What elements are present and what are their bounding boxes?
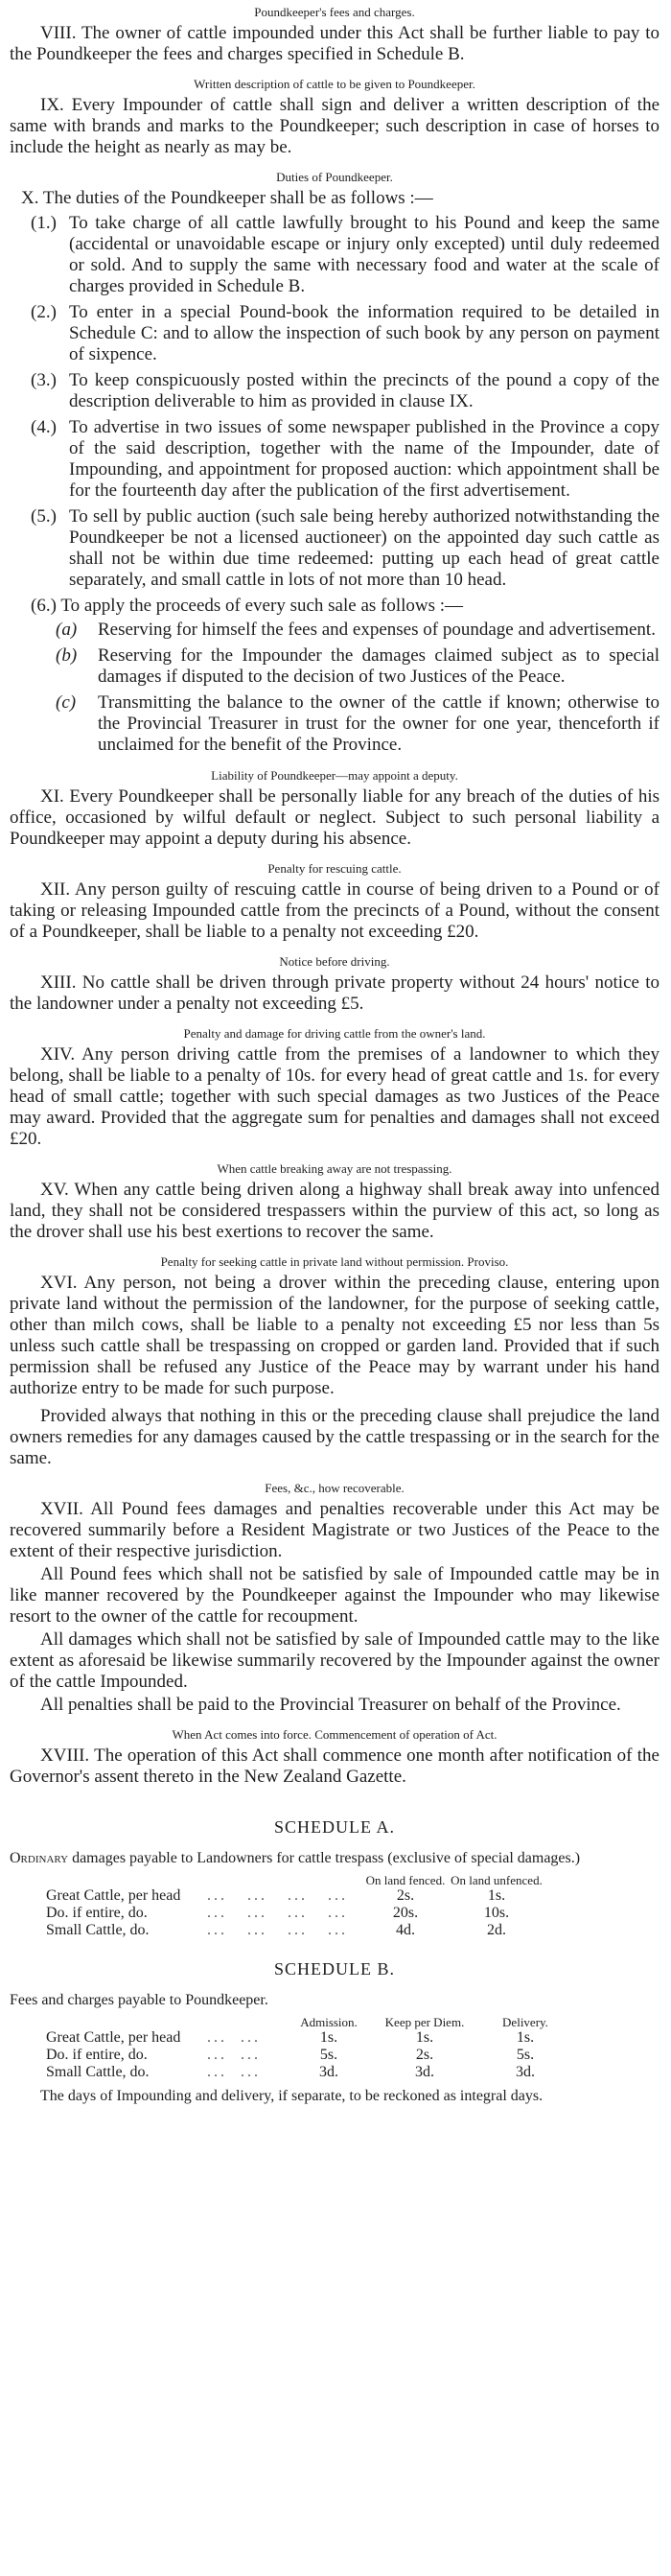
schedule-a-header-row xyxy=(46,1874,544,1887)
schedule-a-intro xyxy=(10,1849,659,1868)
subitem-text: Reserving for the Impounder the damages claimed subject as to special damages if disputed to the decision of two Justices of the Peace. xyxy=(98,645,659,687)
table-row xyxy=(46,1905,544,1922)
table-cell: 5s. xyxy=(516,2047,535,2063)
table-cell: 20s. xyxy=(392,1905,419,1921)
table-row xyxy=(46,2047,573,2064)
table-row xyxy=(46,1887,544,1905)
schedule-a-intro-text: damages payable to Landowners for cattle trespass (exclusive of special damages.) xyxy=(68,1850,581,1866)
clause-11: XI. Every Poundkeeper shall be personally liable for any breach of the duties of his office, occasioned by wilful default or neglect. Subject to such personal liability a Poundkeeper may appoint a deputy during his absence. xyxy=(10,786,659,849)
table-cell: 1s. xyxy=(516,2029,535,2046)
clause-10-item xyxy=(10,213,659,297)
row-label: Do. if entire, do. xyxy=(46,1905,148,1921)
table-cell: 2s. xyxy=(396,1887,415,1904)
row-label: Great Cattle, per head xyxy=(46,2029,181,2046)
clause-17-para: All penalties shall be paid to the Provincial Treasurer on behalf of the Province. xyxy=(40,1695,621,1715)
side-note: Poundkeeper's fees and charges. xyxy=(254,5,415,19)
schedule-b-footnote: The days of Impounding and delivery, if separate, to be reckoned as integral days. xyxy=(40,2088,544,2104)
subitem-text: Reserving for himself the fees and expenses of poundage and advertisement. xyxy=(98,620,656,640)
schedule-b-intro: Fees and charges payable to Poundkeeper. xyxy=(10,1992,268,2008)
schedule-b-title: SCHEDULE B. xyxy=(273,1959,395,1979)
clause-14: XIV. Any person driving cattle from the premises of a landowner to which they belong, shall be liable to a penalty of 10s. for every head of great cattle and 1s. for every head of small cattle; together with such special damages as two Justices of the Peace may award. Provided that the aggregate sum for penalties and damages shall not exceed £20. xyxy=(10,1044,659,1149)
table-cell: 1s. xyxy=(415,2029,434,2046)
side-note: Penalty and damage for driving cattle from the owner's land. xyxy=(183,1026,486,1041)
item-label: (6.) xyxy=(31,596,57,616)
clause-16-proviso: Provided always that nothing in this or the preceding clause shall prejudice the land owners remedies for any damages caused by the cattle trespassing or in the search for the same. xyxy=(10,1406,659,1468)
row-label: Small Cattle, do. xyxy=(46,1922,150,1938)
item-text: To sell by public auction (such sale being hereby authorized notwithstanding the Poundkeeper be not a licensed auctioneer) on the appointed day such cattle as shall not be within due time redeemed: putting up each head of great cattle separately, and small cattle in lots of not more than 10 head. xyxy=(69,506,659,590)
clause-18: XVIII. The operation of this Act shall commence one month after notification of the Governor's assent thereto in the New Zealand Gazette. xyxy=(10,1745,659,1787)
item-text: To advertise in two issues of some newspaper published in the Province a copy of the said description, together with the name of the Impounder, date of Impounding, and appointment for proposed auction: which appointment shall be for the fourteenth day after the publication of the first advertisement. xyxy=(69,417,659,501)
table-cell: 5s. xyxy=(319,2047,338,2063)
side-note: Penalty for rescuing cattle. xyxy=(267,861,402,876)
item-label: (4.) xyxy=(31,417,57,437)
side-note: When Act comes into force. Commencement of operation of Act. xyxy=(172,1727,497,1742)
side-note: Penalty for seeking cattle in private land without permission. Proviso. xyxy=(160,1254,509,1269)
schedule-a-table xyxy=(46,1874,544,1939)
clause-9: IX. Every Impounder of cattle shall sign and deliver a written description of the same with brands and marks to the Poundkeeper; such description in case of horses to include the height as nearly as may be. xyxy=(10,95,659,157)
clause-10-item xyxy=(10,370,659,412)
table-cell: 3d. xyxy=(516,2064,535,2080)
clause-16: XVI. Any person, not being a drover within the preceding clause, entering upon private land without the permission of the landowner, for the purpose of seeking cattle, other than milch cows, shall be liable to a penalty not exceeding £5 nor less than 5s unless such cattle shall be trespassing on cropped or garden land. Provided that if such permission shall be refused any Justice of the Peace may by warrant under his hand authorize entry to be made for such purpose. xyxy=(10,1273,659,1398)
leader-dots: ... ... ... ... xyxy=(207,1905,348,1921)
row-label: Small Cattle, do. xyxy=(46,2064,150,2080)
schedule-b-header-row xyxy=(46,2016,573,2029)
side-note: Liability of Poundkeeper—may appoint a deputy. xyxy=(211,768,458,783)
leader-dots: ... ... xyxy=(207,2029,261,2046)
leader-dots: ... ... xyxy=(207,2047,261,2063)
item-label: (1.) xyxy=(31,213,57,233)
clause-8: VIII. The owner of cattle impounded under this Act shall be further liable to pay to the Poundkeeper the fees and charges specified in Schedule B. xyxy=(10,23,659,64)
table-cell: 10s. xyxy=(483,1905,510,1921)
schedule-b-table xyxy=(46,2016,573,2081)
clause-10-lead: X. The duties of the Poundkeeper shall be as follows :— xyxy=(21,188,433,208)
clause-10-item xyxy=(10,417,659,502)
item-label: (5.) xyxy=(31,506,57,527)
table-row xyxy=(46,1922,544,1939)
side-note: Notice before driving. xyxy=(279,954,390,969)
column-header: Keep per Diem. xyxy=(384,2015,465,2029)
schedule-a-intro-lead: Ordinary xyxy=(10,1850,69,1866)
table-cell: 2d. xyxy=(487,1922,506,1938)
clause-17-para: All damages which shall not be satisfied by sale of Impounded cattle may to the like extent as aforesaid be likewise summarily recovered by the Impounder against the owner of the cattle Impounded. xyxy=(10,1629,659,1692)
side-note: When cattle breaking away are not trespassing. xyxy=(217,1161,452,1176)
table-cell: 3d. xyxy=(415,2064,434,2080)
row-label: Great Cattle, per head xyxy=(46,1887,181,1904)
subitem-label: (c) xyxy=(56,692,77,713)
item-text: To apply the proceeds of every such sale as follows :— xyxy=(60,596,464,616)
table-cell: 1s. xyxy=(487,1887,506,1904)
side-note: Duties of Poundkeeper. xyxy=(276,170,393,184)
schedule-a-title: SCHEDULE A. xyxy=(273,1817,395,1837)
subitem-label: (b) xyxy=(56,645,78,666)
table-cell: 2s. xyxy=(415,2047,434,2063)
leader-dots: ... ... xyxy=(207,2064,261,2080)
clause-10-item xyxy=(10,302,659,365)
side-note: Written description of cattle to be given to Poundkeeper. xyxy=(194,77,475,91)
clause-10-subitem xyxy=(10,692,659,756)
clause-10-item xyxy=(10,596,659,617)
item-label: (2.) xyxy=(31,302,57,322)
side-note: Fees, &c., how recoverable. xyxy=(265,1481,405,1495)
clause-10-item xyxy=(10,506,659,591)
leader-dots: ... ... ... ... xyxy=(207,1887,348,1904)
column-header: Delivery. xyxy=(502,2015,548,2029)
clause-17-para: All Pound fees which shall not be satisfied by sale of Impounded cattle may be in like manner recovered by the Poundkeeper against the Impounder who may likewise resort to the owner of the cattle for recoupment. xyxy=(10,1564,659,1627)
table-cell: 3d. xyxy=(319,2064,338,2080)
item-text: To enter in a special Pound-book the information required to be detailed in Schedule C: and to allow the inspection of such book by any person on payment of sixpence. xyxy=(69,302,659,364)
table-cell: 4d. xyxy=(396,1922,415,1938)
column-header: On land unfenced. xyxy=(451,1873,543,1887)
column-header: Admission. xyxy=(300,2015,358,2029)
leader-dots: ... ... ... ... xyxy=(207,1922,348,1938)
clause-15: XV. When any cattle being driven along a highway shall break away into unfenced land, they shall not be considered trespassers within the purview of this act, so long as the drover shall use his best exertions to recover the same. xyxy=(10,1180,659,1242)
table-row xyxy=(46,2029,573,2047)
item-text: To take charge of all cattle lawfully brought to his Pound and keep the same (accidental or unavoidable escape or injury only excepted) until duly redeemed or sold. And to supply the same with necessary food and water at the scale of charges provided in Schedule B. xyxy=(69,213,659,296)
table-cell: 1s. xyxy=(319,2029,338,2046)
column-header: On land fenced. xyxy=(365,1873,446,1887)
clause-10-subitem xyxy=(10,645,659,688)
table-row xyxy=(46,2064,573,2081)
subitem-label: (a) xyxy=(56,620,78,640)
subitem-text: Transmitting the balance to the owner of the cattle if known; otherwise to the Provincial Treasurer in trust for the owner for one year, thenceforth if unclaimed for the benefit of the Province. xyxy=(98,692,659,755)
clause-17: XVII. All Pound fees damages and penalties recoverable under this Act may be recovered summarily before a Resident Magistrate or two Justices of the Peace to the extent of their respective jurisdiction. xyxy=(10,1499,659,1561)
row-label: Do. if entire, do. xyxy=(46,2047,148,2063)
clause-10-subitem xyxy=(10,620,659,641)
item-text: To keep conspicuously posted within the precincts of the pound a copy of the description deliverable to him as provided in clause IX. xyxy=(69,370,659,411)
item-label: (3.) xyxy=(31,370,57,390)
clause-12: XII. Any person guilty of rescuing cattle in course of being driven to a Pound or of taking or releasing Impounded cattle from the precincts of a Pound, without the consent of a Poundkeeper, shall be liable to a penalty not exceeding £20. xyxy=(10,879,659,942)
clause-13: XIII. No cattle shall be driven through private property without 24 hours' notice to the landowner under a penalty not exceeding £5. xyxy=(10,972,659,1014)
